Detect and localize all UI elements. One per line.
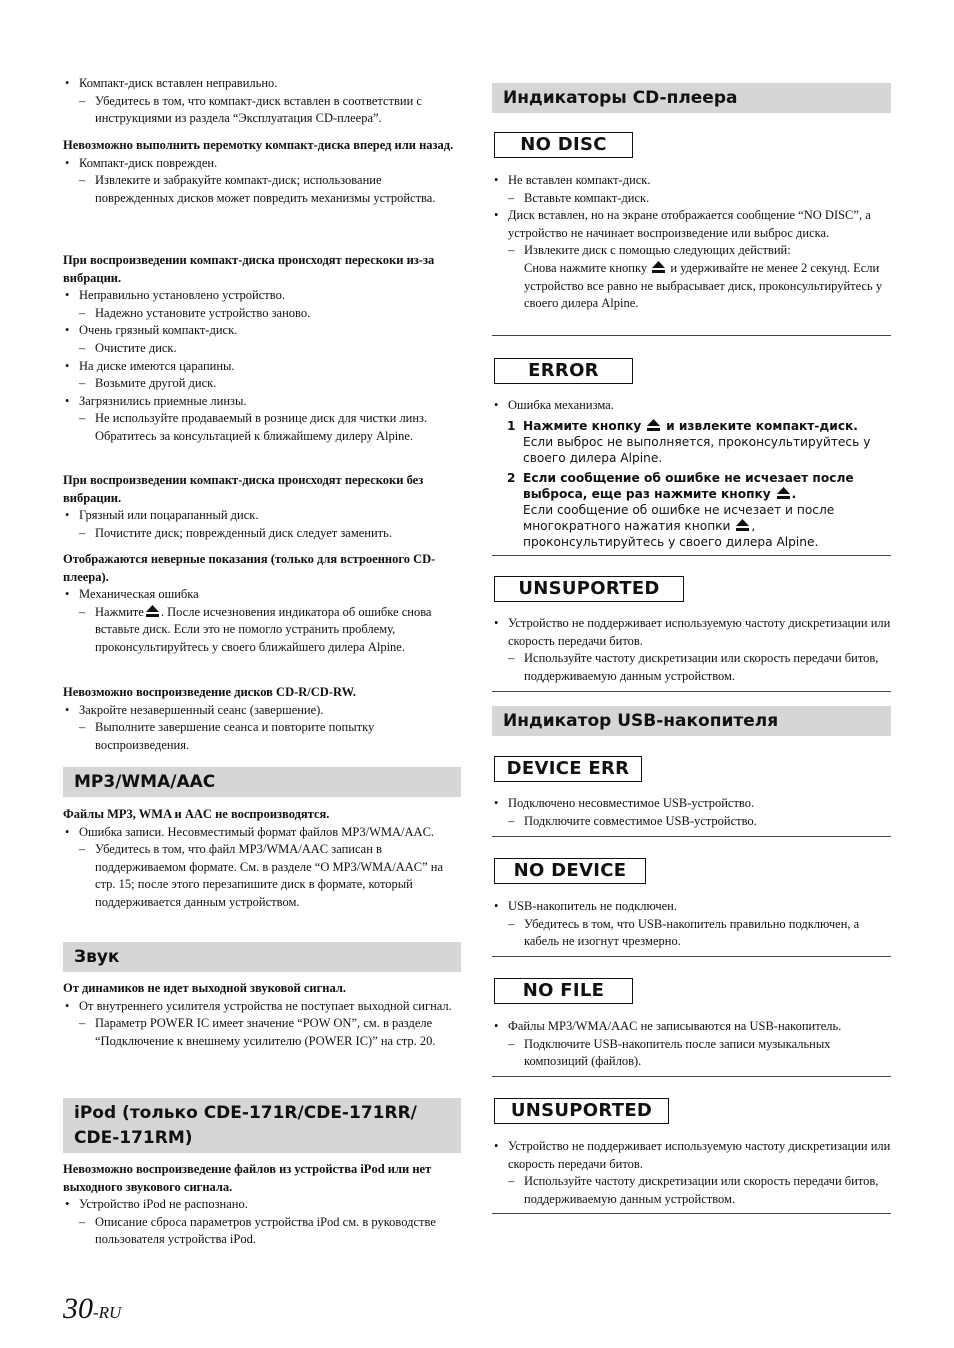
dash-text: Подключите USB-накопитель после записи музыкальных композиций (файлов). (524, 1036, 831, 1069)
step-2 (492, 470, 891, 550)
page-number (63, 1292, 121, 1326)
step-text: Если выброс не выполняется, проконсультируйтесь у своего дилера Alpine. (523, 434, 871, 465)
bullet-text: Ошибка механизма. (508, 398, 614, 412)
issue-title: Файлы MP3, WMA и AAC не воспроизводятся. (63, 807, 330, 821)
dash: – (79, 173, 86, 188)
dash-text: Описание сброса параметров устройства iPod см. в руководстве пользователя устройства iPod. (95, 1214, 436, 1247)
bullet-text: Файлы MP3/WMA/AAC не записываются на USB-накопитель. (508, 1019, 842, 1033)
intro-block (63, 75, 461, 128)
eject-icon (652, 261, 665, 273)
bullet-text: Устройство не поддерживает используемую частоту дискретизации или скорость передачи битов. (508, 1139, 891, 1171)
display-device-err: DEVICE ERR (494, 756, 642, 782)
step-action: Нажмите кнопку (523, 418, 642, 433)
step-action: и извлеките компакт-диск. (666, 418, 858, 433)
step-action: . (791, 486, 797, 501)
dash-text: . После исчезновения индикатора об ошибке снова вставьте диск. Если это не помогло устранить проблему, проконсультируйтесь у своего ближайшего дилера Alpine. (95, 604, 432, 654)
bullet-text: Диск вставлен, но на экране отображается сообщение “NO DISC”, а устройство не начинает воспроизведение или выброс диска. (508, 208, 871, 240)
issue-title: Невозможно выполнить перемотку компакт-диска вперед или назад. (63, 138, 454, 152)
dash-text: Убедитесь в том, что файл MP3/WMA/AAC записан в поддерживаемом формате. См. в разделе “О MP3/WMA/AAC” на стр. 15; после этого перезапишите диск в формате, который поддерживается данным устройством. (95, 842, 443, 909)
eject-icon (647, 419, 660, 431)
bullet-text: Устройство не поддерживает используемую частоту дискретизации или скорость передачи битов. (508, 616, 891, 648)
bullet-text: От внутреннего усилителя устройства не поступает выходной сигнал. (79, 998, 452, 1013)
unsupported-block-1: • Устройство не поддерживает используемую частоту дискретизации или скорость передачи битов. – Используйте частоту дискретизации или скорость передачи битов, поддерживаемую данным устройством. (494, 616, 891, 683)
dash-text: Используйте частоту дискретизации или скорость передачи битов, поддерживаемую данным устройством. (524, 1174, 879, 1206)
dash-text: Возьмите другой диск. (95, 376, 217, 391)
divider (492, 691, 891, 692)
eject-icon (777, 487, 790, 499)
cdr-block: Невозможно воспроизведение дисков CD-R/CD-RW. • Закройте незавершенный сеанс (завершение). – Выполните завершение сеанса и повторите попытку воспроизведения. (63, 684, 461, 754)
no-vibration-block: При воспроизведении компакт-диска происходят перескоки без вибрации. • Грязный или поцарапанный диск. – Почистите диск; поврежденный диск следует заменить. (63, 472, 461, 542)
section-heading-cd-indicators: Индикаторы CD-плеера (492, 83, 891, 113)
section-heading-usb: Индикатор USB-накопителя (492, 706, 891, 736)
bullet-text: Закройте незавершенный сеанс (завершение). (79, 702, 324, 717)
vibration-block: При воспроизведении компакт-диска происходят перескоки из-за вибрации. • Неправильно установлено устройство. – Надежно установите устройство заново. • Очень грязный компакт-диск. – Очистите диск. • На диске имеются царапины. – Возьмите другой диск. • Загрязнились приемные линзы. – Не используйте продаваемый в рознице диск для чистки линз. Обратитесь за консультацией к ближайшему дилеру Alpine. (63, 252, 461, 446)
dash-text: Извлеките и забракуйте компакт-диск; использование поврежденных дисков может повредить механизмы устройства. (95, 173, 436, 205)
issue-title: От динамиков не идет выходной звуковой сигнал. (63, 981, 346, 995)
step-text: , проконсультируйтесь у своего дилера Alpine. (523, 518, 819, 549)
dash-text: Подключите совместимое USB-устройство. (524, 813, 757, 828)
dash-text: Очистите диск. (95, 340, 177, 355)
bullet-text: Неправильно установлено устройство. (79, 288, 285, 303)
dash-text: Почистите диск; поврежденный диск следует заменить. (95, 525, 392, 540)
dash: – (79, 93, 86, 108)
display-error: ERROR (494, 358, 633, 384)
bullet-text: Очень грязный компакт-диск. (79, 323, 238, 338)
bullet-text: Ошибка записи. Несовместимый формат файлов MP3/WMA/AAC. (79, 824, 435, 839)
ipod-block: Невозможно воспроизведение файлов из устройства iPod или нет выходного звукового сигнала. • Устройство iPod не распознано. – Описание сброса параметров устройства iPod см. в руководстве пользователя устройства iPod. (63, 1161, 461, 1249)
dash-text: Нажмите (95, 604, 144, 619)
bullet-text: Загрязнились приемные линзы. (79, 393, 247, 408)
step-text: Если сообщение об ошибке не исчезает и после многократного нажатия кнопки (523, 502, 835, 533)
issue-title: При воспроизведении компакт-диска происходят перескоки из-за вибрации. (63, 253, 435, 285)
divider (492, 956, 891, 957)
device-err-block: • Подключено несовместимое USB-устройство. – Подключите совместимое USB-устройство. (494, 796, 757, 828)
dash-text: Убедитесь в том, что USB-накопитель правильно подключен, а кабель не изогнут чрезмерно. (524, 916, 860, 949)
bullet-text: Грязный или поцарапанный диск. (79, 508, 259, 523)
step-number: 1 (507, 418, 516, 433)
page-suffix: -RU (93, 1303, 122, 1322)
display-no-file: NO FILE (494, 978, 633, 1004)
bullet-text: Компакт-диск вставлен неправильно. (79, 76, 278, 90)
dash-text: Убедитесь в том, что компакт-диск вставлен в соответствии с инструкциями из раздела “Эксплуатация CD-плеера”. (95, 93, 422, 126)
bullet-text: Компакт-диск поврежден. (79, 155, 218, 170)
error-block: • Ошибка механизма. 1 Нажмите кнопку и извлеките компакт-диск. Если выброс не выполняется, проконсультируйтесь у своего дилера Alpine. 2 Если сообщение об ошибке не исчезает после выброса, еще раз нажмите кнопку . Если сообщение об ошибке не исчезает и после многократного нажатия кнопки , проконсультируйтесь у своего дилера Alpine. (492, 397, 891, 550)
divider (492, 1076, 891, 1077)
dash-text: Выполните завершение сеанса и повторите попытку воспроизведения. (95, 720, 375, 752)
dash-text: Снова нажмите кнопку (524, 260, 648, 275)
section-heading-sound: Звук (63, 942, 461, 972)
eject-icon (146, 605, 159, 617)
bullet: • (65, 76, 70, 90)
dash-text: Не используйте продаваемый в рознице диск для чистки линз. Обратитесь за консультацией к ближайшему дилеру Alpine. (95, 411, 428, 443)
dash-text: Параметр POWER IC имеет значение “POW ON”, см. в разделе “Подключение к внешнему усилителю (POWER IC)” на стр. 20. (95, 1016, 436, 1048)
unsupported-block-2: • Устройство не поддерживает используемую частоту дискретизации или скорость передачи битов. – Используйте частоту дискретизации или скорость передачи битов, поддерживаемую данным устройством. (494, 1139, 891, 1206)
step-action: Если сообщение об ошибке не исчезает после выброса, еще раз нажмите кнопку (523, 470, 854, 501)
dash-text: Вставьте компакт-диск. (524, 190, 650, 205)
dash-text: Используйте частоту дискретизации или скорость передачи битов, поддерживаемую данным устройством. (524, 651, 879, 683)
bullet-text: Не вставлен компакт-диск. (508, 173, 651, 187)
mp3-block: Файлы MP3, WMA и AAC не воспроизводятся. • Ошибка записи. Несовместимый формат файлов MP3/WMA/AAC. – Убедитесь в том, что файл MP3/WMA/AAC записан в поддерживаемом формате. См. в разделе “О MP3/WMA/AAC” на стр. 15; после этого перезапишите диск в формате, который поддерживается данным устройством. (63, 806, 461, 912)
step-number: 2 (507, 470, 516, 485)
dash-text: Надежно установите устройство заново. (95, 305, 311, 320)
divider (492, 335, 891, 336)
divider (492, 836, 891, 837)
dash-text: Извлеките диск с помощью следующих действий: (524, 243, 791, 258)
display-no-device: NO DEVICE (494, 858, 646, 884)
issue-title: Невозможно воспроизведение файлов из устройства iPod или нет выходного звукового сигнала. (63, 1162, 432, 1194)
sound-block: От динамиков не идет выходной звуковой сигнал. • От внутреннего усилителя устройства не поступает выходной сигнал. – Параметр POWER IC имеет значение “POW ON”, см. в разделе “Подключение к внешнему усилителю (POWER IC)” на стр. 20. (63, 980, 461, 1050)
divider (492, 555, 891, 556)
display-unsupported: UNSUPORTED (494, 1098, 669, 1124)
ff-block (63, 137, 461, 207)
section-heading-mp3: MP3/WMA/AAC (63, 767, 461, 797)
issue-title: Невозможно воспроизведение дисков CD-R/CD-RW. (63, 685, 357, 699)
no-file-block: • Файлы MP3/WMA/AAC не записываются на USB-накопитель. – Подключите USB-накопитель после записи музыкальных композиций (файлов). (494, 1019, 842, 1069)
bullet-text: Подключено несовместимое USB-устройство. (508, 796, 755, 810)
step-1 (492, 418, 891, 466)
bullet-text: Устройство iPod не распознано. (79, 1197, 248, 1212)
bullet-text: USB-накопитель не подключен. (508, 899, 677, 913)
wrong-display-block: Отображаются неверные показания (только для встроенного CD-плеера). • Механическая ошибка – Нажмите . После исчезновения индикатора об ошибке снова вставьте диск. Если это не помогло устранить проблему, проконсультируйтесь у своего ближайшего дилера Alpine. (63, 551, 461, 657)
issue-title: При воспроизведении компакт-диска происходят перескоки без вибрации. (63, 473, 424, 505)
page-number-value: 30 (63, 1292, 93, 1325)
bullet-text: Механическая ошибка (79, 587, 199, 602)
bullet-text: На диске имеются царапины. (79, 358, 235, 373)
display-no-disc: NO DISC (494, 132, 633, 158)
display-unsupported: UNSUPORTED (494, 576, 684, 602)
no-device-block: • USB-накопитель не подключен. – Убедитесь в том, что USB-накопитель правильно подключен, а кабель не изогнут чрезмерно. (494, 899, 860, 949)
section-heading-ipod: iPod (только CDE-171R/CDE-171RR/ CDE-171RM) (63, 1098, 461, 1153)
divider (492, 1213, 891, 1214)
dash-text: и удерживайте не менее 2 секунд. Если устройство все равно не выбрасывает диск, проконсультируйтесь у своего дилера Alpine. (524, 260, 883, 311)
bullet: • (65, 155, 70, 170)
issue-title: Отображаются неверные показания (только для встроенного CD-плеера). (63, 552, 436, 584)
eject-icon (736, 519, 749, 531)
no-disc-block: • Не вставлен компакт-диск. – Вставьте компакт-диск. • Диск вставлен, но на экране отображается сообщение “NO DISC”, а устройство не начинает воспроизведение или выброс диска. – Извлеките диск с помощью следующих действий: Снова нажмите кнопку и удерживайте не менее 2 секунд. Если устройство все равно не выбрасывает диск, проконсультируйтесь у своего дилера Alpine. (494, 173, 883, 311)
